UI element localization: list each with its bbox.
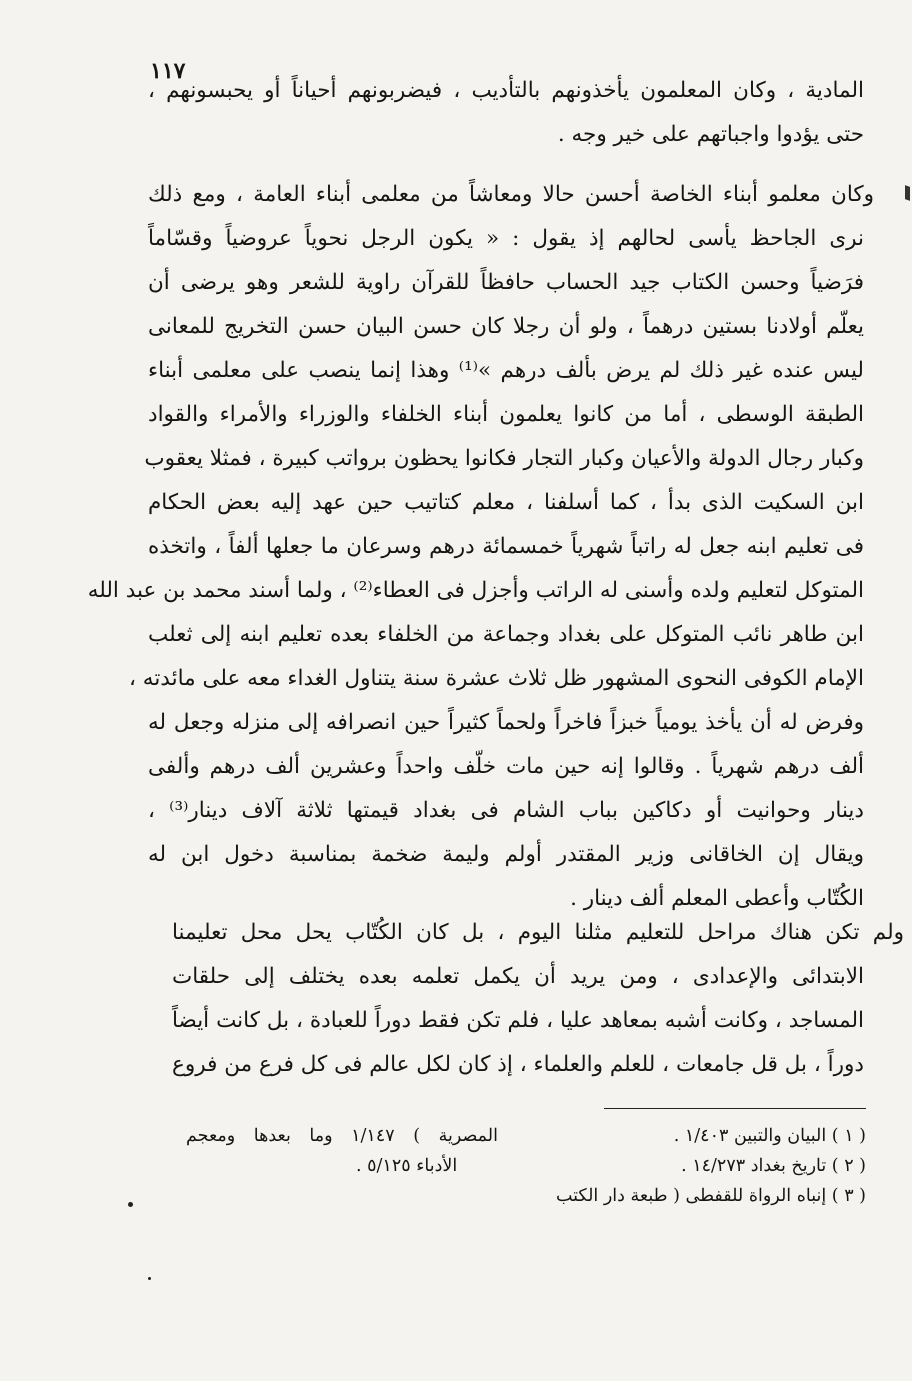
text-line: فى تعليم ابنه جعل له راتباً شهرياً خمسمائة درهم وسرعان ما جعلها ألفاً ، واتخذه [148, 534, 864, 559]
text-line: يعلّم أولادنا بستين درهماً ، ولو أن رجلا كان حسن البيان حسن التخريج للمعانى [148, 314, 864, 339]
text-line: دوراً ، بل قل جامعات ، للعلم والعلماء ، إذ كان لكل عالم فى كل فرع من فروع [172, 1052, 864, 1077]
text-line: الطبقة الوسطى ، أما من كانوا يعلمون أبناء الخلفاء والوزراء والأمراء والقواد [148, 402, 864, 427]
text-line: الابتدائى والإعدادى ، ومن يريد أن يكمل تعلمه بعده يختلف إلى حلقات [172, 964, 864, 989]
text-line: ألف درهم شهرياً . وقالوا إنه حين مات خلّف واحداً وعشرين ألف درهم وألفى [148, 754, 864, 779]
text-line: ابن السكيت الذى بدأ ، كما أسلفنا ، معلم كتاتيب حين عهد إليه بعض الحكام [148, 490, 864, 515]
text-line: حتى يؤدوا واجباتهم على خير وجه . [557, 122, 864, 147]
text-line: فرَضياً وحسن الكتاب جيد الحساب حافظاً للقرآن راوية للشعر وهو يرضى أن [148, 270, 864, 295]
text-line: وكان معلمو أبناء الخاصة أحسن حالا ومعاشاً من معلمى أبناء العامة ، ومع ذلك [148, 182, 874, 207]
text-line: الكُتّاب وأعطى المعلم ألف دينار . [570, 886, 864, 911]
speck [148, 1277, 151, 1280]
text-line: وكبار رجال الدولة والأعيان وكبار التجار فكانوا يحظون برواتب كبيرة ، فمثلا يعقوب [144, 446, 864, 471]
text-line: نرى الجاحظ يأسى لحالهم إذ يقول : « يكون الرجل نحوياً عروضياً وقسّاماً [148, 226, 864, 251]
text-line: وفرض له أن يأخذ يومياً خبزاً فاخراً ولحماً كثيراً حين انصرافه إلى منزله وجعل له [148, 710, 864, 735]
text-line: ويقال إن الخاقانى وزير المقتدر أولم وليمة ضخمة بمناسبة دخول ابن له [148, 842, 864, 867]
footnote-1: ( ١ ) البيان والتبين ١/٤٠٣ . [673, 1126, 866, 1146]
edge-mark [905, 185, 910, 201]
text-line: الإمام الكوفى النحوى المشهور ظل ثلاث عشرة سنة يتناول الغداء معه على مائدته ، [129, 666, 864, 691]
footnote-3: ( ٣ ) إنباه الرواة للقفطى ( طبعة دار الكتب [555, 1186, 866, 1206]
text-line: ولم تكن هناك مراحل للتعليم مثلنا اليوم ، بل كان الكُتّاب يحل محل تعليمنا [172, 920, 904, 945]
speck [128, 1202, 133, 1207]
text-line: ابن طاهر نائب المتوكل على بغداد وجماعة من الخلفاء بعده تعليم ابنه إلى ثعلب [148, 622, 864, 647]
footnote-divider [604, 1108, 866, 1109]
text-line: دينار وحوانيت أو دكاكين بباب الشام فى بغداد قيمتها ثلاثة آلاف دينار⁽³⁾ ، [148, 798, 864, 823]
footnote-3-continuation: المصرية ) ١/١٤٧ وما بعدها ومعجم [186, 1126, 498, 1146]
text-line: ليس عنده غير ذلك لم يرض بألف درهم »⁽¹⁾ وهذا إنما ينصب على معلمى أبناء [148, 358, 864, 383]
page-number: ١١٧ [150, 58, 186, 84]
text-line: المتوكل لتعليم ولده وأسنى له الراتب وأجزل فى العطاء⁽²⁾ ، ولما أسند محمد بن عبد الله [87, 578, 864, 603]
footnote-3-continuation: الأدباء ٥/١٢٥ . [356, 1156, 458, 1176]
text-line: المادية ، وكان المعلمون يأخذونهم بالتأديب ، فيضربونهم أحياناً أو يحبسونهم ، [148, 78, 864, 103]
footnote-2: ( ٢ ) تاريخ بغداد ١٤/٢٧٣ . [681, 1156, 866, 1176]
text-line: المساجد ، وكانت أشبه بمعاهد عليا ، فلم تكن فقط دوراً للعبادة ، بل كانت أيضاً [172, 1008, 864, 1033]
